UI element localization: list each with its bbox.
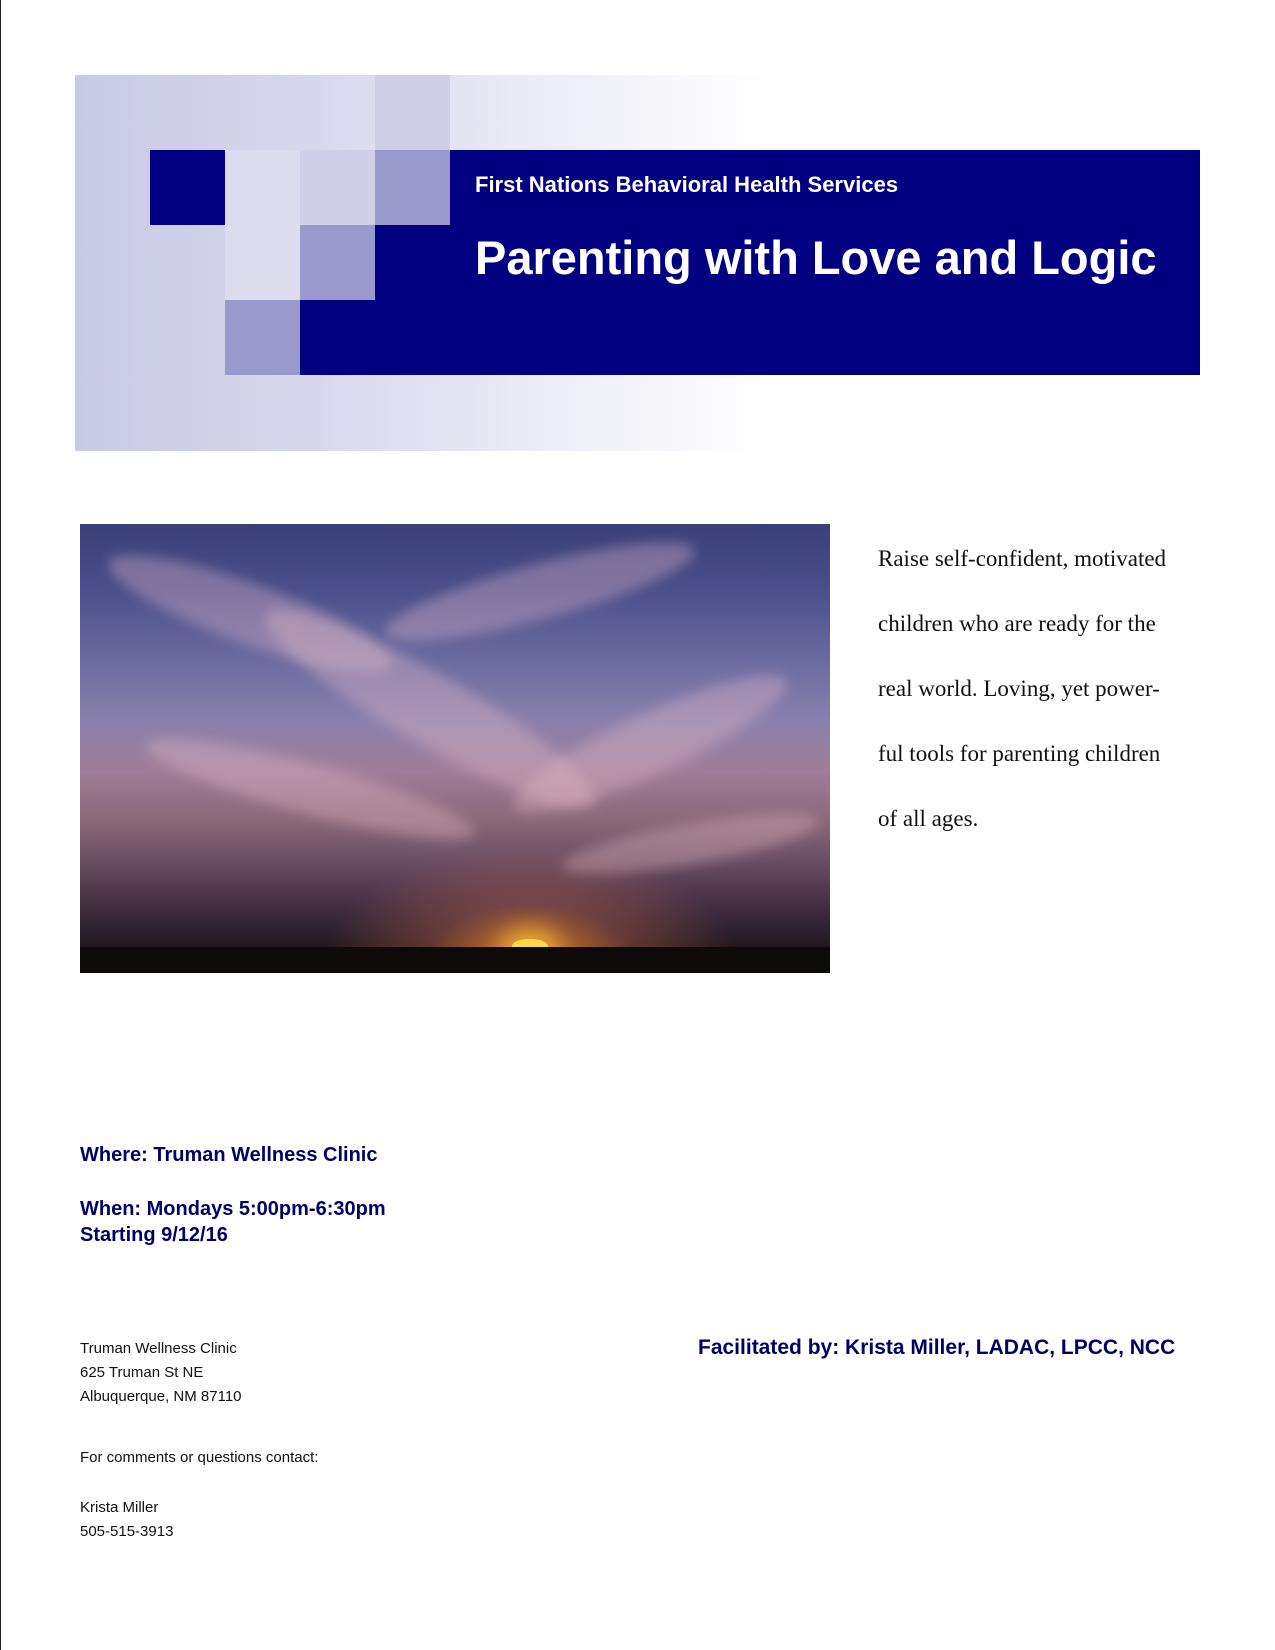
description-line: ful tools for parenting children bbox=[878, 741, 1161, 766]
event-time: When: Mondays 5:00pm-6:30pm bbox=[80, 1198, 386, 1220]
program-description bbox=[878, 526, 1208, 851]
sunset-sky-photo bbox=[80, 524, 830, 973]
contact-name: Krista Miller bbox=[80, 1499, 159, 1516]
decorative-square-medium bbox=[225, 300, 300, 375]
description-line: of all ages. bbox=[878, 806, 979, 831]
description-line: children who are ready for the bbox=[878, 611, 1156, 636]
address-street: 625 Truman St NE bbox=[80, 1364, 204, 1381]
decorative-square-pale bbox=[225, 225, 300, 300]
decorative-square-medium bbox=[375, 150, 450, 225]
contact-intro: For comments or questions contact: bbox=[80, 1449, 319, 1466]
decorative-square-light bbox=[375, 75, 450, 150]
event-location: Where: Truman Wellness Clinic bbox=[80, 1144, 378, 1166]
decorative-square-pale bbox=[225, 150, 300, 225]
page-title: Parenting with Love and Logic bbox=[475, 231, 1157, 284]
event-schedule bbox=[80, 1196, 386, 1248]
decorative-square-light bbox=[300, 150, 375, 225]
decorative-square-medium bbox=[300, 225, 375, 300]
description-line: Raise self-confident, motivated bbox=[878, 546, 1167, 571]
event-start-date: Starting 9/12/16 bbox=[80, 1224, 228, 1246]
organization-name: First Nations Behavioral Health Services bbox=[475, 172, 899, 197]
facilitator: Facilitated by: Krista Miller, LADAC, LPCC, NCC bbox=[698, 1336, 1176, 1359]
contact-info bbox=[80, 1496, 173, 1544]
contact-phone: 505-515-3913 bbox=[80, 1523, 174, 1540]
address-name: Truman Wellness Clinic bbox=[80, 1340, 237, 1357]
clinic-address bbox=[80, 1337, 242, 1409]
decorative-square-navy bbox=[150, 150, 225, 225]
page-edge bbox=[0, 0, 1, 1650]
address-city: Albuquerque, NM 87110 bbox=[80, 1388, 242, 1405]
description-line: real world. Loving, yet power- bbox=[878, 676, 1160, 701]
